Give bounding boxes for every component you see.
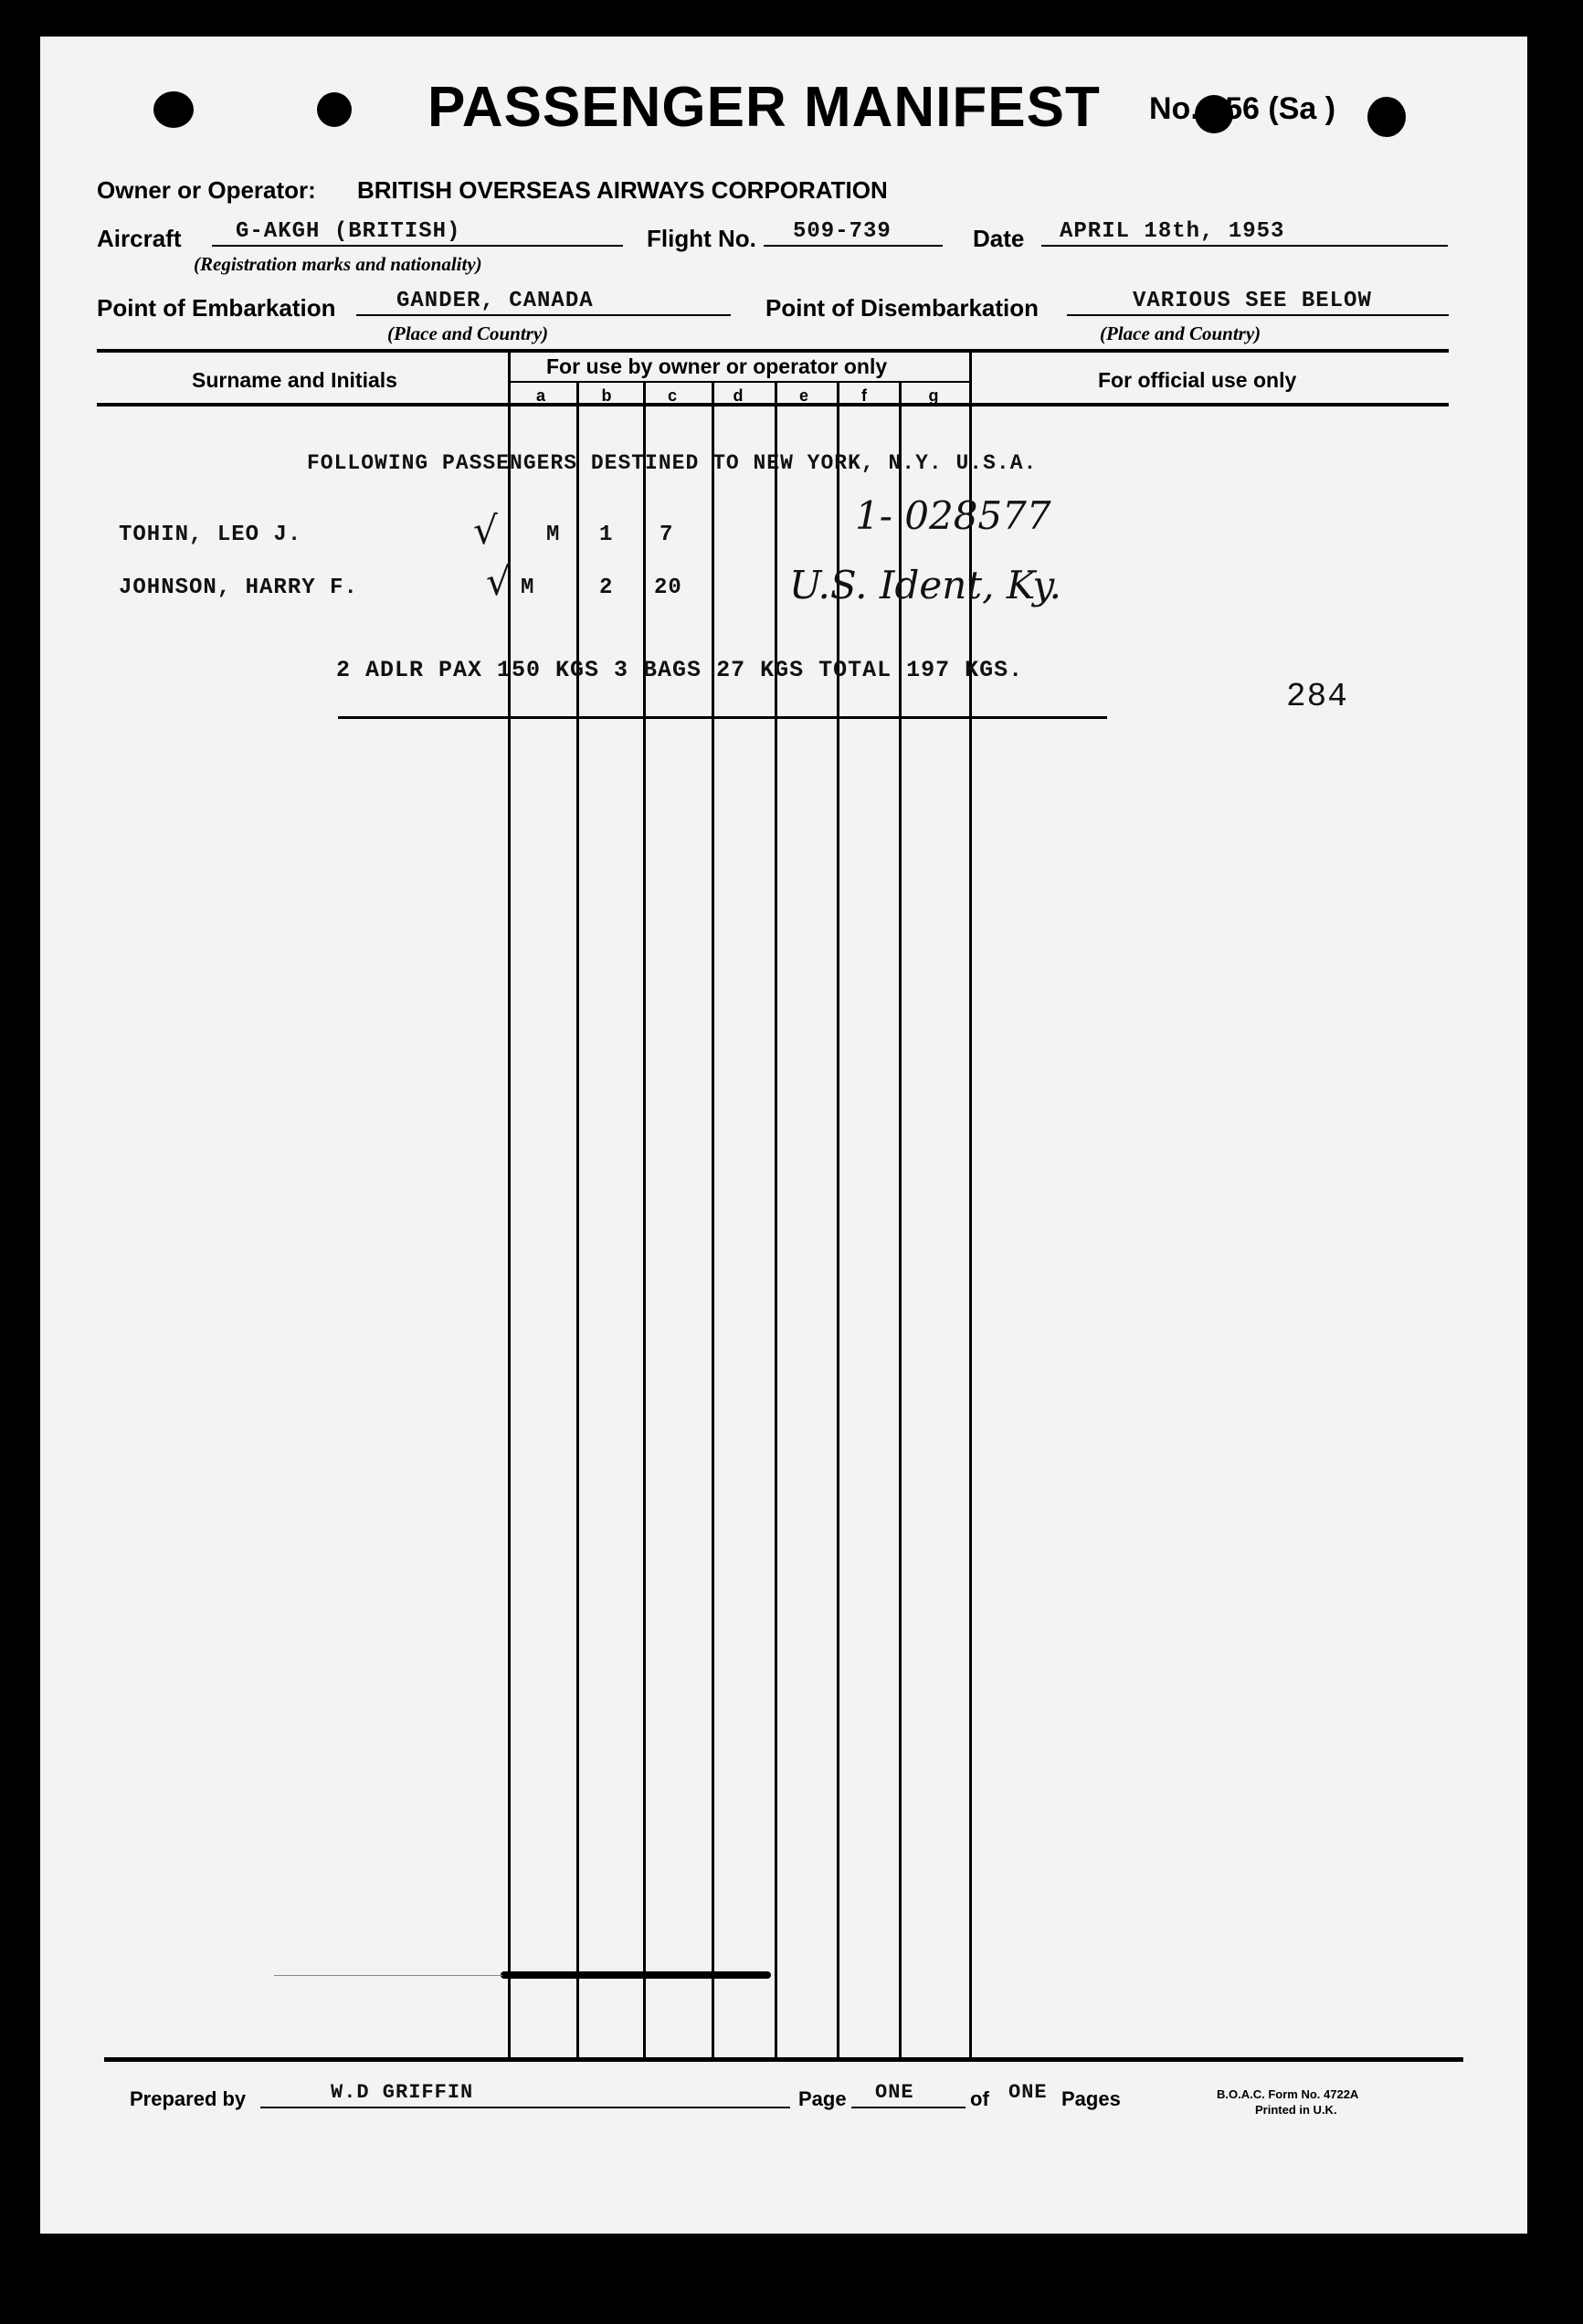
subcol-c: c <box>667 386 677 405</box>
embarkation-note: (Place and Country) <box>387 322 549 344</box>
passenger-b: 1 <box>599 523 614 547</box>
subcol-d: d <box>733 386 744 405</box>
embarkation-label: Point of Embarkation <box>97 294 336 322</box>
disembarkation-note: (Place and Country) <box>1100 322 1261 344</box>
subcol-e: e <box>798 386 808 405</box>
official-entry: 1- 028577 <box>855 493 1051 538</box>
punch-hole-mid <box>317 92 352 127</box>
embarkation-underline <box>356 314 731 316</box>
footer-rule <box>104 2057 1463 2062</box>
aircraft-label: Aircraft <box>97 225 182 252</box>
passenger-name: JOHNSON, HARRY F. <box>119 576 358 600</box>
col-line-6 <box>837 381 839 2057</box>
printed-note: Printed in U.K. <box>1255 2103 1337 2117</box>
table-top-rule <box>97 349 1449 353</box>
pages-label: Pages <box>1061 2087 1121 2110</box>
embarkation-value: GANDER, CANADA <box>396 289 594 313</box>
col-line-4 <box>712 381 714 2057</box>
col-line-7 <box>899 381 902 2057</box>
page-title: PASSENGER MANIFEST <box>427 76 1101 139</box>
subcol-a: a <box>535 386 545 405</box>
prepared-label: Prepared by <box>130 2087 247 2110</box>
punch-hole-left <box>153 91 194 128</box>
subcol-f: f <box>861 386 867 405</box>
passenger-c: 7 <box>660 523 674 547</box>
punch-hole-right <box>1367 97 1406 137</box>
of-value: ONE <box>1008 2081 1048 2104</box>
col-surname-header: Surname and Initials <box>192 368 397 392</box>
faint-rule <box>274 1975 502 1976</box>
col-official-header: For official use only <box>1098 368 1297 392</box>
totals-line: 2 ADLR PAX 150 KGS 3 BAGS 27 KGS TOTAL 197 KGS. <box>336 657 1024 683</box>
passenger-a: M <box>521 576 535 600</box>
col-line-2 <box>576 381 579 2057</box>
col-owner-use-header: For use by owner or operator only <box>546 354 888 378</box>
owner-value: BRITISH OVERSEAS AIRWAYS CORPORATION <box>357 176 888 204</box>
passenger-b: 2 <box>599 576 614 600</box>
col-line-1 <box>508 351 511 2057</box>
aircraft-note: (Registration marks and nationality) <box>194 253 482 275</box>
flight-label: Flight No. <box>647 225 756 252</box>
official-entry: U.S. Ident, Ky. <box>789 563 1062 607</box>
col-line-3 <box>643 381 646 2057</box>
flight-value: 509-739 <box>793 219 892 244</box>
check-mark: √ <box>473 508 498 553</box>
col-line-5 <box>775 381 777 2057</box>
totals-rule <box>338 716 1107 719</box>
passenger-c: 20 <box>654 576 682 600</box>
of-label: of <box>970 2087 989 2110</box>
side-number: 284 <box>1286 678 1348 715</box>
manifest-number: No. 156 (Sa ) <box>1149 91 1336 126</box>
prepared-underline <box>260 2107 790 2108</box>
date-value: APRIL 18th, 1953 <box>1060 219 1285 244</box>
subcol-b: b <box>601 386 612 405</box>
page-value: ONE <box>875 2081 914 2104</box>
form-number: B.O.A.C. Form No. 4722A <box>1217 2087 1359 2101</box>
ink-smudge <box>501 1971 771 1979</box>
destination-note: FOLLOWING PASSENGERS DESTINED TO NEW YORK, N.Y. U.S.A. <box>307 451 1038 475</box>
page-underline <box>851 2107 966 2108</box>
disembarkation-underline <box>1067 314 1449 316</box>
page-label: Page <box>798 2087 847 2110</box>
flight-underline <box>764 245 943 247</box>
aircraft-value: G-AKGH (BRITISH) <box>236 219 461 244</box>
owner-label: Owner or Operator: <box>97 176 316 204</box>
table-header-rule <box>97 403 1449 407</box>
passenger-a: M <box>546 523 561 547</box>
passenger-name: TOHIN, LEO J. <box>119 523 302 547</box>
subcol-g: g <box>928 386 939 405</box>
disembarkation-value: VARIOUS SEE BELOW <box>1133 289 1372 313</box>
disembarkation-label: Point of Disembarkation <box>765 294 1040 322</box>
prepared-value: W.D GRIFFIN <box>331 2081 474 2104</box>
date-underline <box>1041 245 1448 247</box>
aircraft-underline <box>212 245 623 247</box>
date-label: Date <box>973 225 1025 252</box>
check-mark: √ <box>486 559 511 604</box>
